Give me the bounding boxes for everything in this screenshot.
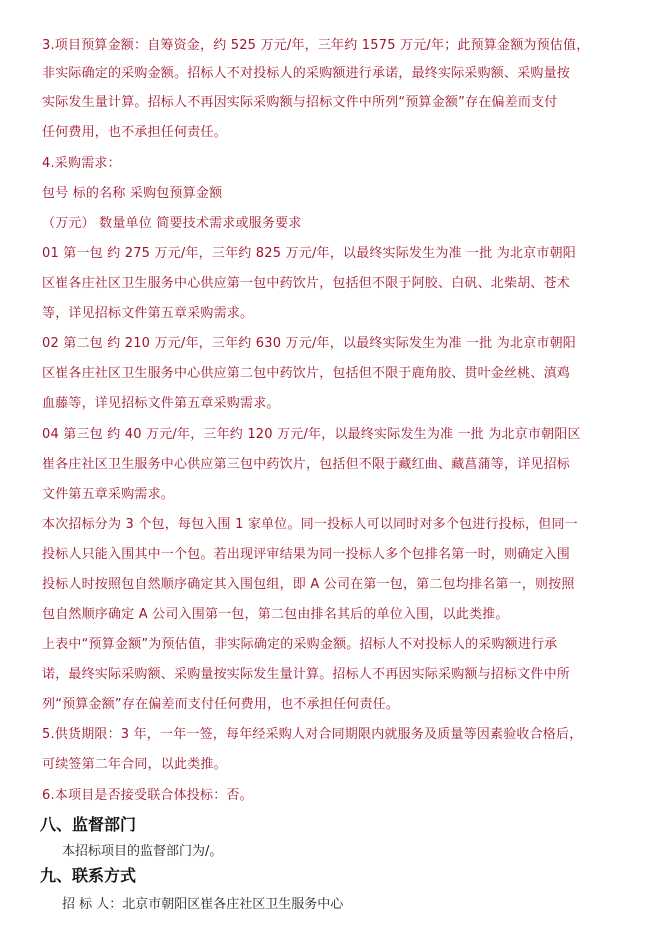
text-line: 区崔各庄社区卫生服务中心供应第二包中药饮片，包括但不限于鹿角胶、贯叶金丝桃、滇鸡	[42, 366, 571, 381]
text-line: 包号 标的名称 采购包预算金额	[42, 186, 223, 201]
section-8-heading: 八、监督部门	[40, 815, 137, 834]
section-9-text: 招 标 人：北京市朝阳区崔各庄社区卫生服务中心	[62, 897, 344, 912]
text-line: 5.供货期限：3 年，一年一签，每年经采购人对合同期限内就服务及质量等因素验收合格后，	[42, 727, 583, 742]
text-line: 本次招标分为 3 个包，每包入围 1 家单位。同一投标人可以同时对多个包进行投标，但同一	[42, 517, 578, 532]
text-line: 4.采购需求：	[42, 156, 121, 171]
text-line: 列“预算金额”存在偏差而支付任何费用，也不承担任何责任。	[42, 697, 400, 712]
text-line: 实际发生量计算。招标人不再因实际采购额与招标文件中所列“预算金额”存在偏差而支付	[42, 95, 558, 110]
text-line: 02 第二包 约 210 万元/年，三年约 630 万元/年，以最终实际发生为准 一批 为北京市朝阳	[42, 336, 576, 351]
text-line: 非实际确定的采购金额。招标人不对投标人的采购额进行承诺，最终实际采购额、采购量按	[42, 66, 571, 81]
text-line: 等，详见招标文件第五章采购需求。	[42, 306, 254, 321]
text-line: 01 第一包 约 275 万元/年，三年约 825 万元/年，以最终实际发生为准 一批 为北京市朝阳	[42, 246, 576, 261]
text-line: 投标人时按照包自然顺序确定其入围包组，即 A 公司在第一包，第二包均排名第一，则按照	[42, 577, 575, 592]
text-line: 包自然顺序确定 A 公司入围第一包，第二包由排名其后的单位入围，以此类推。	[42, 607, 509, 622]
text-line: 可续签第二年合同，以此类推。	[42, 757, 227, 772]
section-8-text: 本招标项目的监督部门为/。	[62, 844, 223, 859]
text-line: 崔各庄社区卫生服务中心供应第三包中药饮片，包括但不限于藏红曲、藏菖蒲等，详见招标	[42, 457, 571, 472]
text-line: （万元） 数量单位 简要技术需求或服务要求	[42, 216, 302, 231]
text-line: 3.项目预算金额：自筹资金，约 525 万元/年，三年约 1575 万元/年；此预算金额为预估值，	[42, 38, 590, 53]
section-9-heading: 九、联系方式	[40, 866, 137, 885]
text-line: 6.本项目是否接受联合体投标：否。	[42, 788, 253, 803]
text-line: 投标人只能入围其中一个包。若出现评审结果为同一投标人多个包排名第一时，则确定入围	[42, 547, 571, 562]
text-line: 04 第三包 约 40 万元/年，三年约 120 万元/年，以最终实际发生为准 一批 为北京市朝阳区	[42, 427, 581, 442]
text-line: 血藤等，详见招标文件第五章采购需求。	[42, 396, 280, 411]
text-line: 诺，最终实际采购额、采购量按实际发生量计算。招标人不再因实际采购额与招标文件中所	[42, 667, 571, 682]
text-line: 任何费用，也不承担任何责任。	[42, 125, 227, 140]
text-line: 区崔各庄社区卫生服务中心供应第一包中药饮片，包括但不限于阿胶、白矾、北柴胡、苍术	[42, 276, 571, 291]
text-line: 上表中“预算金额”为预估值，非实际确定的采购金额。招标人不对投标人的采购额进行承	[42, 637, 558, 652]
text-line: 文件第五章采购需求。	[42, 487, 175, 502]
